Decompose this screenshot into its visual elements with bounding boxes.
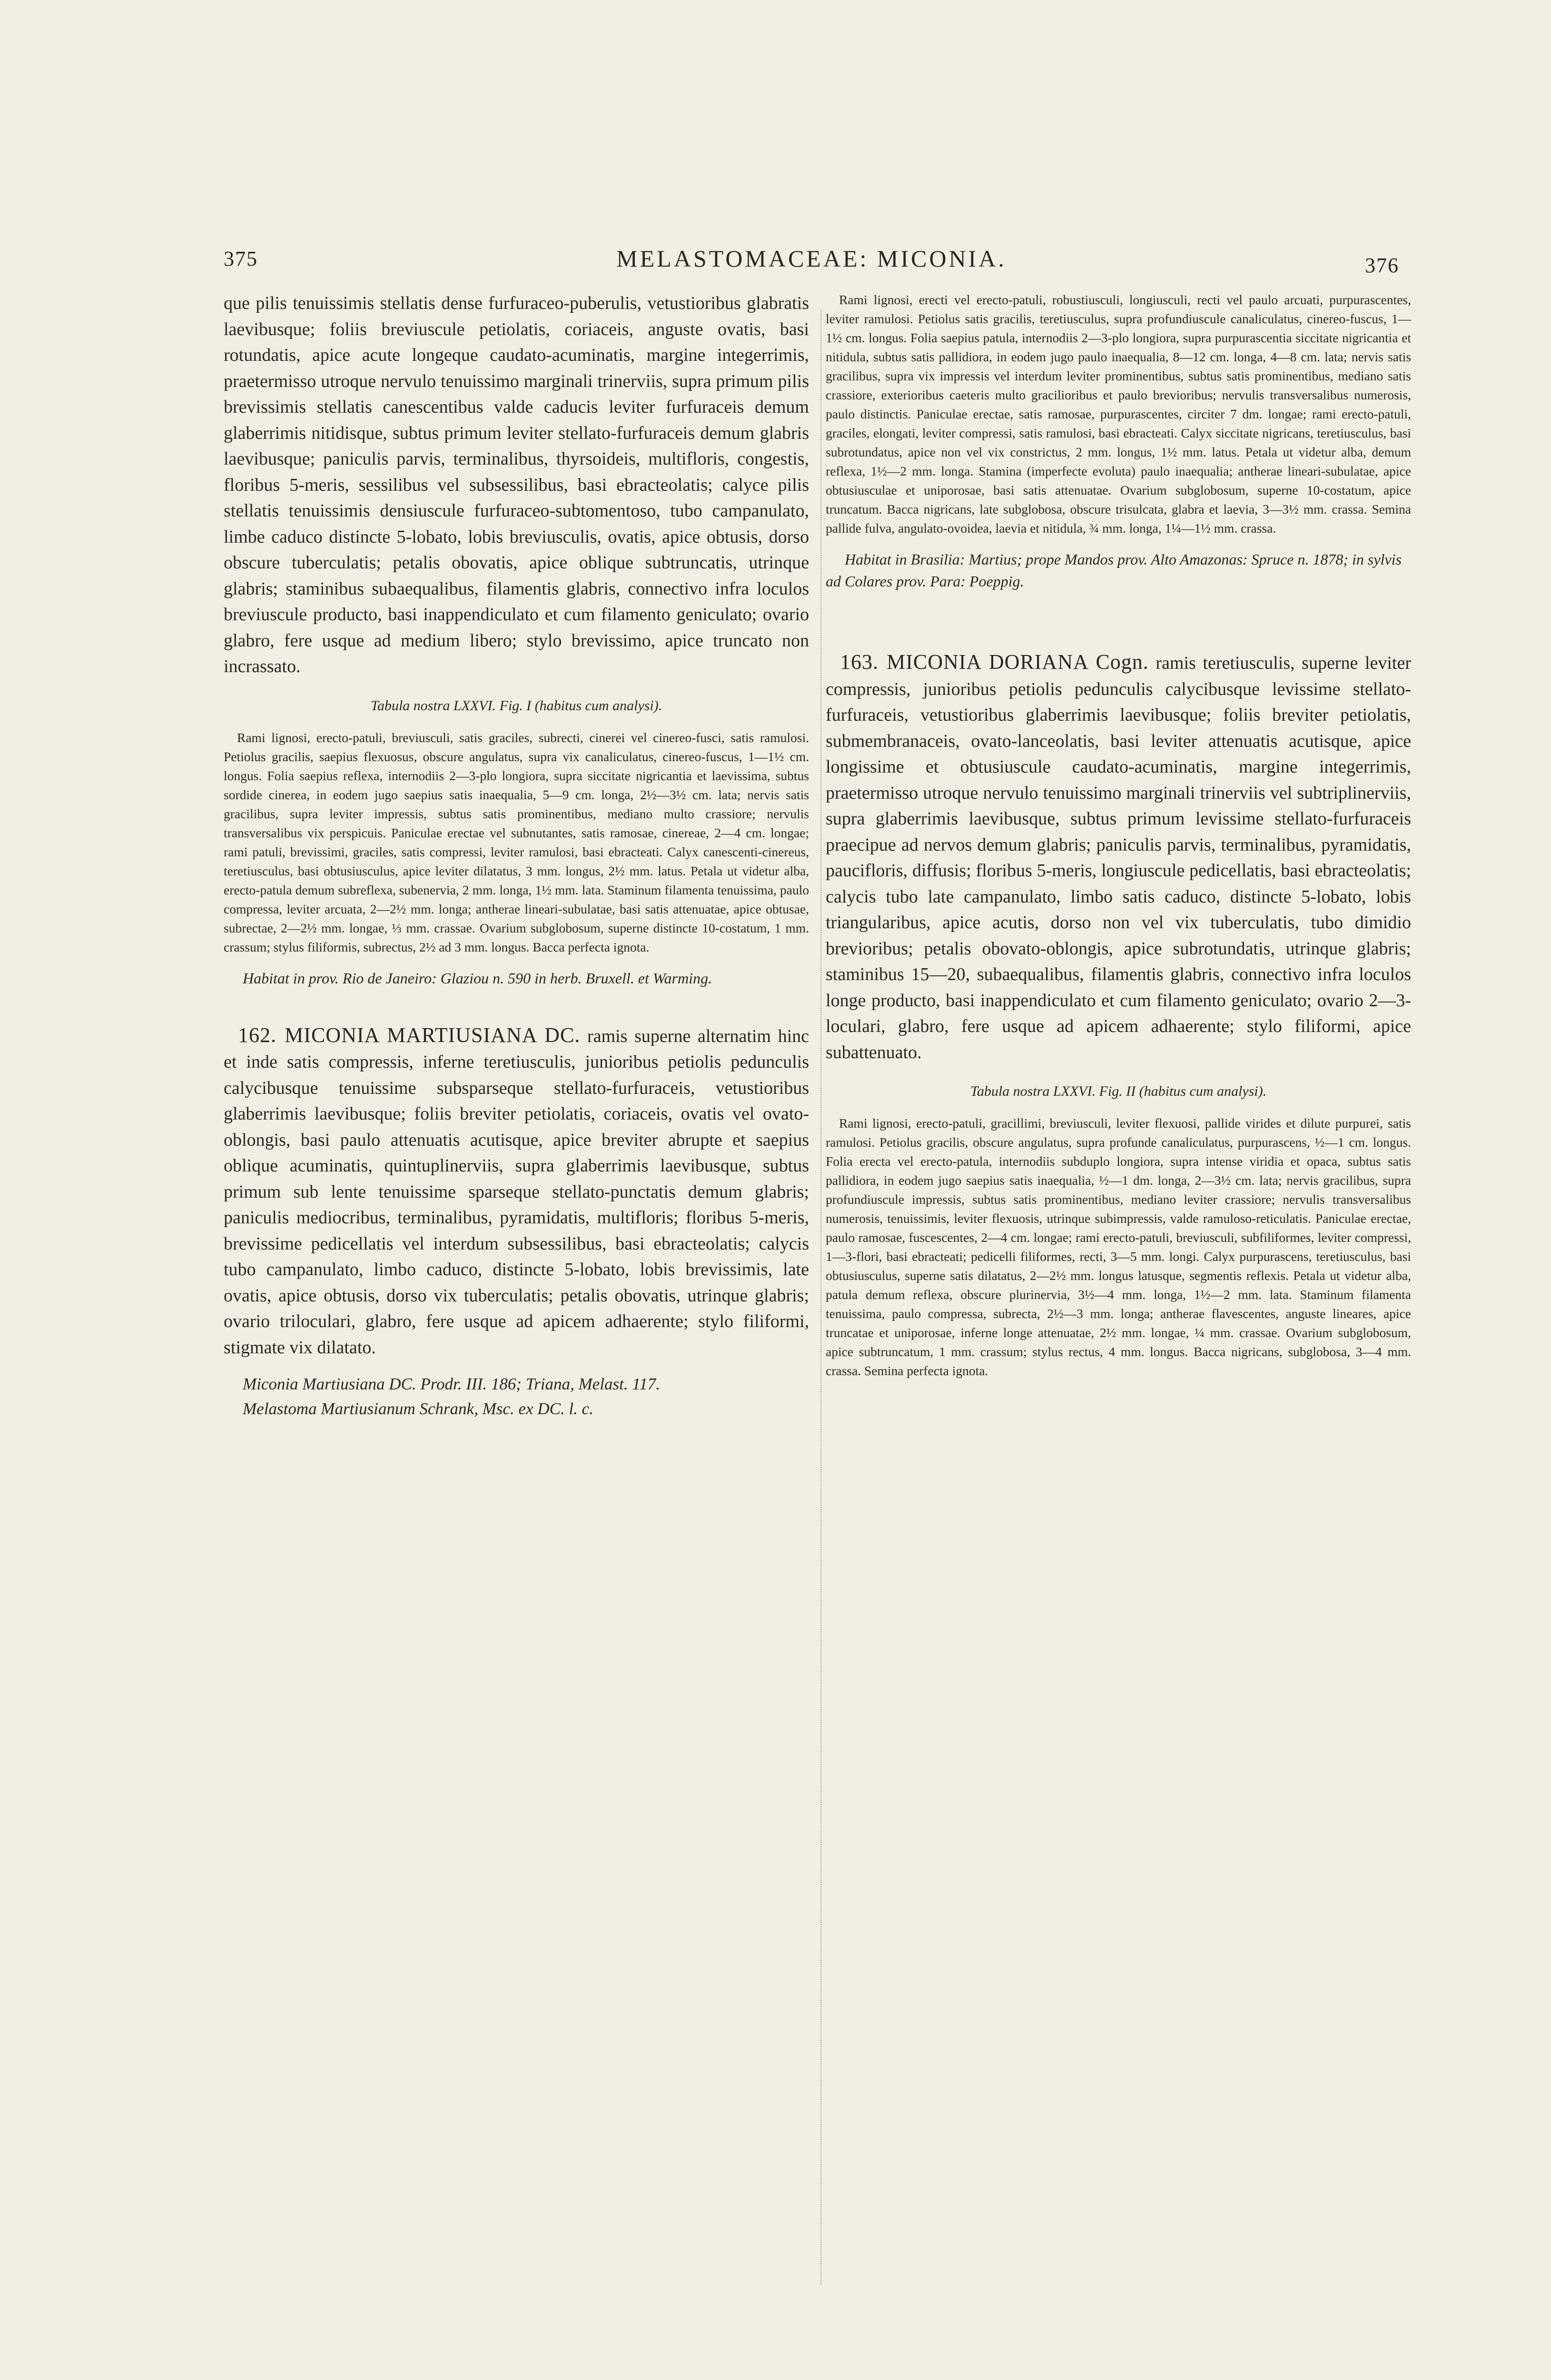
page-number-left: 375 [224, 247, 258, 270]
running-title: MELASTOMACEAE: MICONIA. [616, 245, 1007, 272]
description-paragraph: Rami lignosi, erecto-patuli, gracillimi, breviusculi, leviter flexuosi, pallide virides et dilute purpurei, satis ramulosi. Petiolus gracilis, obscure angulatus, supra profunde canaliculatus, purpurascens, ½—1 cm. longus. Folia erecta vel erecto-patula, internodiis subduplo longiora, supra intense viridia et opaca, subtus satis pallidiora, in eodem jugo saepius satis inaequalia, ½—1 dm. longa, 2—3½ cm. lata; nervis gracilibus, supra profundiuscule impressis, subtus satis prominentibus, mediano leviter crassiore; nervulis transversalibus numerosis, tenuissimis, leviter flexuosis, utrinque subimpressis, valde ramuloso-reticulatis. Paniculae erectae, paulo ramosae, fuscescentes, 2—4 cm. longae; rami erecto-patuli, breviusculi, subfiliformes, leviter compressi, 1—3-flori, basi ebracteati; pedicelli filiformes, recti, 3—5 mm. longi. Calyx purpurascens, teretiusculus, basi obtusiusculus, superne satis dilatatus, 2—2½ mm. longus latusque, segmentis reflexis. Petala ut videtur alba, patula demum reflexa, obscure plurinervia, 3½—4 mm. longa, 1½—2 mm. lata. Staminum filamenta tenuissima, paulo compressa, subrecta, 2½—3 mm. longa; antherae flavescentes, anguste lineares, apice truncatae et uniporosae, inferne longe attenuatae, 2½ mm. longae, ¼ mm. crassae. Ovarium subglobosum, apice subtruncatum, 1 mm. crassum; stylus rectus, 4 mm. longus. Bacca nigricans, subglobosa, 3—4 mm. crassa. Semina perfecta ignota. [826, 1116, 1411, 1378]
column-divider [820, 309, 823, 2285]
page-header [224, 238, 1399, 281]
species-diagnosis: ramis teretiusculis, superne leviter compressis, junioribus petiolis pedunculis calycibusque levissime stellato-furfuraceis, vetustioribus glaberrimis laevibusque; foliis breviter petiolatis, submembranaceis, ovato-lanceolatis, basi leviter attenuatis acutisque, apice longissime et obtusiuscule caudato-acuminatis, margine integerrimis, praetermisso utroque nervulo tenuissimo marginali trinerviis vel subtriplinerviis, supra glaberrimis laevibusque, subtus primum levissime stellato-furfuraceis praecipue ad nervos demum glabris; paniculis parvis, terminalibus, pyramidatis, paucifloris, diffusis; floribus 5-meris, longiuscule pedicellatis, basi ebracteolatis; calycis tubo late campanulato, limbo satis caduco, distincte 5-lobato, lobis triangularibus, apice acutis, dorso non vel vix tuberculatis, tubo dimidio brevioribus; petalis obovato-oblongis, apice subrotundatis, utrinque glabris; staminibus 15—20, subaequalibus, filamentis glabris, connectivo infra loculos longe producto, basi inappendiculato et cum filamento geniculato; ovario 2—3-loculari, glabro, fere usque ad apicem adhaerente; stylo filiformi, apice subattenuato. [826, 653, 1411, 1062]
species-heading: 162. MICONIA MARTIUSIANA DC. [238, 1023, 581, 1047]
plate-reference: Tabula nostra LXXVI. Fig. I (habitus cum analysi). [370, 697, 662, 714]
description-paragraph: Rami lignosi, erecto-patuli, breviusculi, satis graciles, subrecti, cinerei vel cinereo-fusci, satis ramulosi. Petiolus gracilis, saepius flexuosus, obscure angulatus, supra vix canaliculatus, cinereo-fuscus, 1—1½ cm. longus. Folia saepius reflexa, internodiis 2—3-plo longiora, supra siccitate nigricantia et laevissima, subtus sordide cinerea, in eodem jugo saepius satis inaequalia, 5—9 cm. longa, 2½—3½ cm. lata; nervis satis gracilibus, supra leviter impressis, subtus satis prominentibus, mediano multo crassiore; nervulis transversalibus vix perspicuis. Paniculae erectae vel subnutantes, satis ramosae, cinereae, 2—4 cm. longae; rami patuli, brevissimi, graciles, satis compressi, leviter ramulosi, basi ebracteati. Calyx canescenti-cinereus, teretiusculus, basi obtusiusculus, apice leviter dilatatus, 3 mm. longus, 2½ mm. latus. Petala ut videtur alba, erecto-patula demum subreflexa, subenervia, 2 mm. longa, 1½ mm. lata. Staminum filamenta tenuissima, paulo compressa, leviter arcuata, 2—2½ mm. longa; antherae lineari-subulatae, basi satis attenuatae, apice obtusae, subrectae, 2—2½ mm. longae, ⅓ mm. crassae. Ovarium subglobosum, superne distincte 10-costatum, 1 mm. crassum; stylus filiformis, subrectus, 2½ ad 3 mm. longus. Bacca perfecta ignota. [224, 730, 809, 954]
description-paragraph: Rami lignosi, erecti vel erecto-patuli, robustiusculi, longiusculi, recti vel paulo arcuati, purpurascentes, leviter ramulosi. Petiolus satis gracilis, teretiusculus, supra profundiuscule canaliculatus, cinereo-fuscus, 1—1½ cm. longus. Folia saepius patula, internodiis 2—3-plo longiora, supra purpurascentia siccitate nigricantia et nitidula, subtus satis pallidiora, in eodem jugo paulo inaequalia, 8—12 cm. longa, 4—8 cm. lata; nervis satis gracilibus, supra vix impressis vel interdum leviter prominentibus, subtus satis prominentibus, mediano satis crassiore, exterioribus caeteris multo gracilioribus et paulo brevioribus; nervulis transversalibus numerosis, paulo distinctis. Paniculae erectae, satis ramosae, purpurascentes, circiter 7 dm. longae; rami erecto-patuli, graciles, elongati, leviter compressi, satis ramulosi, basi ebracteati. Calyx siccitate nigricans, teretiusculus, basi subrotundatus, apice non vel vix constrictus, 2 mm. longus, 1½ mm. latus. Petala ut videtur alba, demum reflexa, 1½—2 mm. longa. Stamina (imperfecte evoluta) paulo inaequalia; antherae lineari-subulatae, apice obtusiusculae et uniporosae, basi satis attenuatae. Ovarium subglobosum, superne 10-costatum, apice truncatum. Bacca nigricans, late subglobosa, obscure trisulcata, glabra et laevia, 3—3½ mm. crassa. Semina pallide fulva, angulato-ovoidea, laevia et nitidula, ¾ mm. longa, 1¼—1½ mm. crassa. [826, 292, 1411, 536]
plate-reference: Tabula nostra LXXVI. Fig. II (habitus cum analysi). [970, 1083, 1267, 1099]
synonym-line: Melastoma Martiusianum Schrank, Msc. ex DC. l. c. [243, 1399, 593, 1418]
page-number-right: 376 [1365, 254, 1399, 277]
species-diagnosis: ramis superne alternatim hinc et inde satis compressis, inferne teretiusculis, junioribus petiolis pedunculis calycibusque tenuissime subsparseque stellato-furfuraceis, vetustioribus glaberrimis laevibusque; foliis breviter petiolatis, coriaceis, ovatis vel ovato-oblongis, basi paulo attenuatis acutisque, apice breviter abrupte et saepius oblique acuminatis, quintuplinerviis, supra glaberrimis laevibusque, subtus primum sub lente tenuissime sparseque stellato-punctatis demum glabris; paniculis mediocribus, terminalibus, pyramidatis, multifloris; floribus 5-meris, brevissime pedicellatis vel interdum subsessilibus, basi ebracteolatis; calycis tubo campanulato, limbo caduco, distincte 5-lobato, lobis brevissimis, late ovatis, apice obtusis, dorso vix tuberculatis; petalis obovatis, utrinque glabris; ovario triloculari, glabro, fere usque ad apicem adhaerente; stylo filiformi, stigmate vix dilatato. [224, 1026, 809, 1358]
habitat-note: Habitat in Brasilia: Martius; prope Mandos prov. Alto Amazonas: Spruce n. 1878; in sylvis ad Colares prov. Para: Poeppig. [826, 551, 1402, 590]
right-column [826, 290, 1411, 1380]
species-163-entry [826, 649, 1411, 1065]
habitat-note: Habitat in prov. Rio de Janeiro: Glaziou n. 590 in herb. Bruxell. et Warming. [243, 969, 712, 987]
left-column [224, 290, 809, 1421]
synonym-line: Miconia Martiusiana DC. Prodr. III. 186; Triana, Melast. 117. [243, 1375, 660, 1393]
diagnosis-continued: que pilis tenuissimis stellatis dense furfuraceo-puberulis, vetustioribus glabratis laevibusque; foliis breviuscule petiolatis, coriaceis, anguste ovatis, basi rotundatis, apice acute longeque caudato-acuminatis, margine integerrimis, praetermisso utroque nervulo tenuissimo marginali trinerviis, supra primum pilis brevissimis stellatis canescentibus valde caducis leviter furfuraceis demum glaberrimis nitidisque, subtus primum leviter stellato-furfuraceis demum glabris laevibusque; paniculis parvis, terminalibus, thyrsoideis, multifloris, congestis, floribus 5-meris, sessilibus vel subsessilibus, basi ebracteolatis; calyce pilis stellatis tenuissimis densiuscule furfuraceo-subtomentoso, tubo campanulato, limbe caduco distincte 5-lobato, lobis breviusculis, ovatis, apice obtusis, dorso obscure tuberculatis; petalis obovatis, apice oblique subtruncatis, utrinque glabris; staminibus subaequalibus, filamentis glabris, connectivo infra loculos breviuscule producto, basi inappendiculato et cum filamento geniculato; ovario glabro, fere usque ad medium libero; stylo brevissimo, apice truncato non incrassato. [224, 293, 809, 676]
species-162-entry [224, 1022, 809, 1361]
species-heading: 163. MICONIA DORIANA Cogn. [840, 650, 1149, 674]
